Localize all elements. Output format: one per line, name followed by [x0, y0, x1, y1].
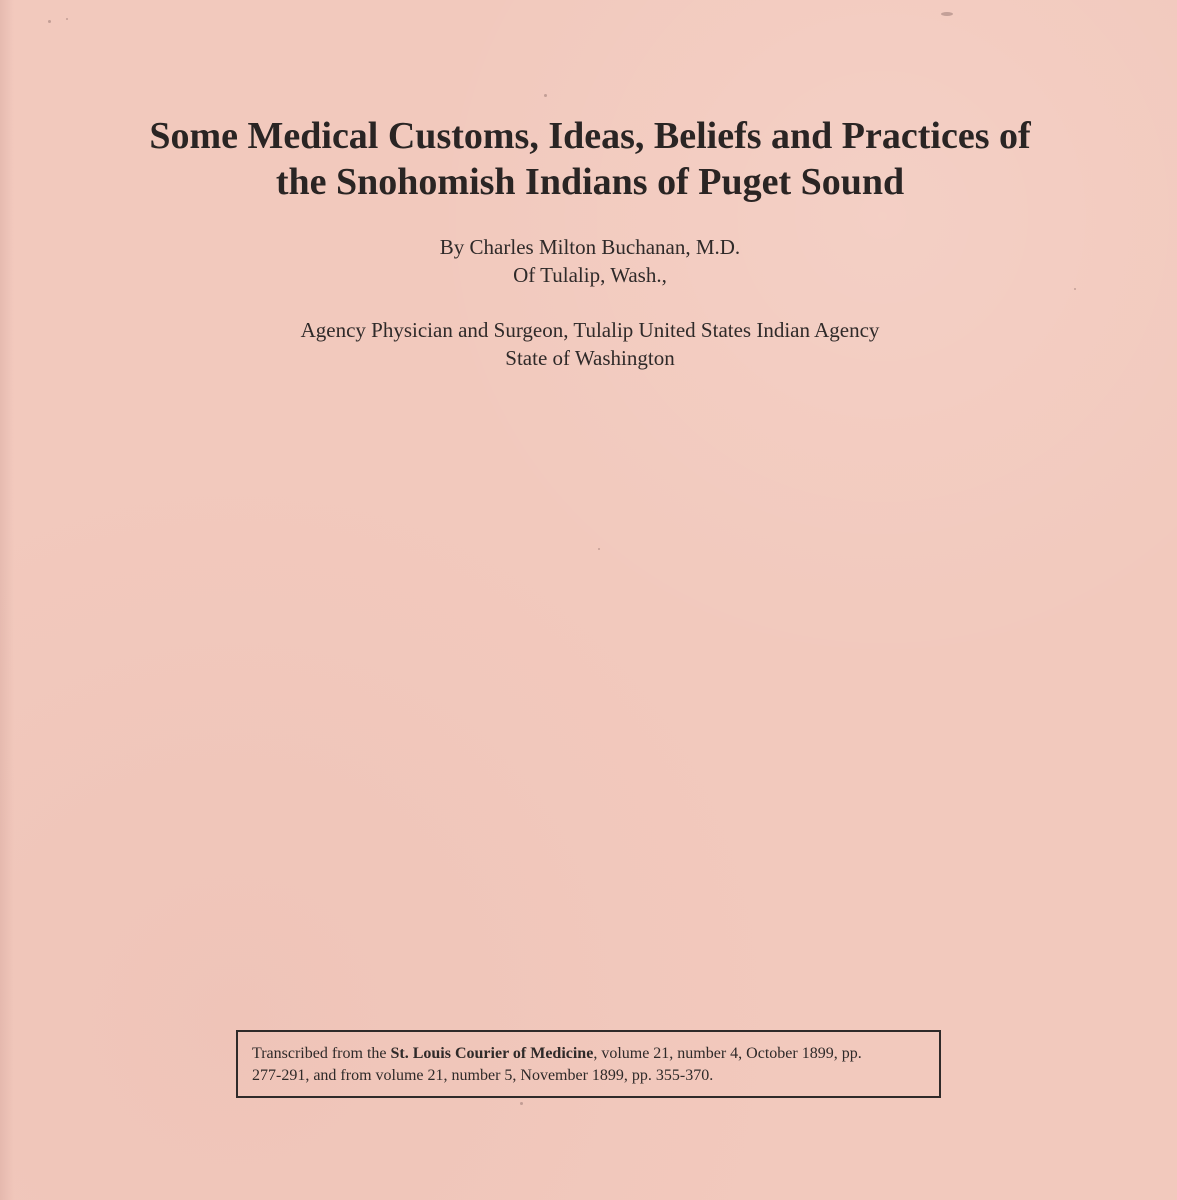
source-note-box [236, 1030, 941, 1098]
paper-speck [520, 1102, 523, 1105]
paper-speck [66, 18, 68, 20]
author-position: Agency Physician and Surgeon, Tulalip United States Indian Agency [300, 318, 880, 342]
source-note-details: , volume 21, number 4, October 1899, pp. [593, 1045, 862, 1062]
paper-speck [598, 548, 600, 550]
author-name: By Charles Milton Buchanan, M.D. [439, 235, 741, 259]
paper-speck [941, 12, 953, 16]
paper-speck [48, 20, 51, 23]
source-note-prefix: Transcribed from the [252, 1045, 391, 1062]
author-location: Of Tulalip, Wash., [513, 263, 667, 287]
source-note-line-2: 277-291, and from volume 21, number 5, November 1899, pp. 355-370. [252, 1067, 714, 1084]
source-publication-name: St. Louis Courier of Medicine [390, 1045, 594, 1062]
author-state: State of Washington [505, 346, 675, 370]
source-note-line-1 [252, 1043, 925, 1065]
document-title-line-2: the Snohomish Indians of Puget Sound [275, 161, 905, 203]
paper-speck [544, 94, 547, 97]
document-title-line-1: Some Medical Customs, Ideas, Beliefs and Practices of [149, 115, 1031, 157]
paper-speck [1074, 288, 1076, 290]
